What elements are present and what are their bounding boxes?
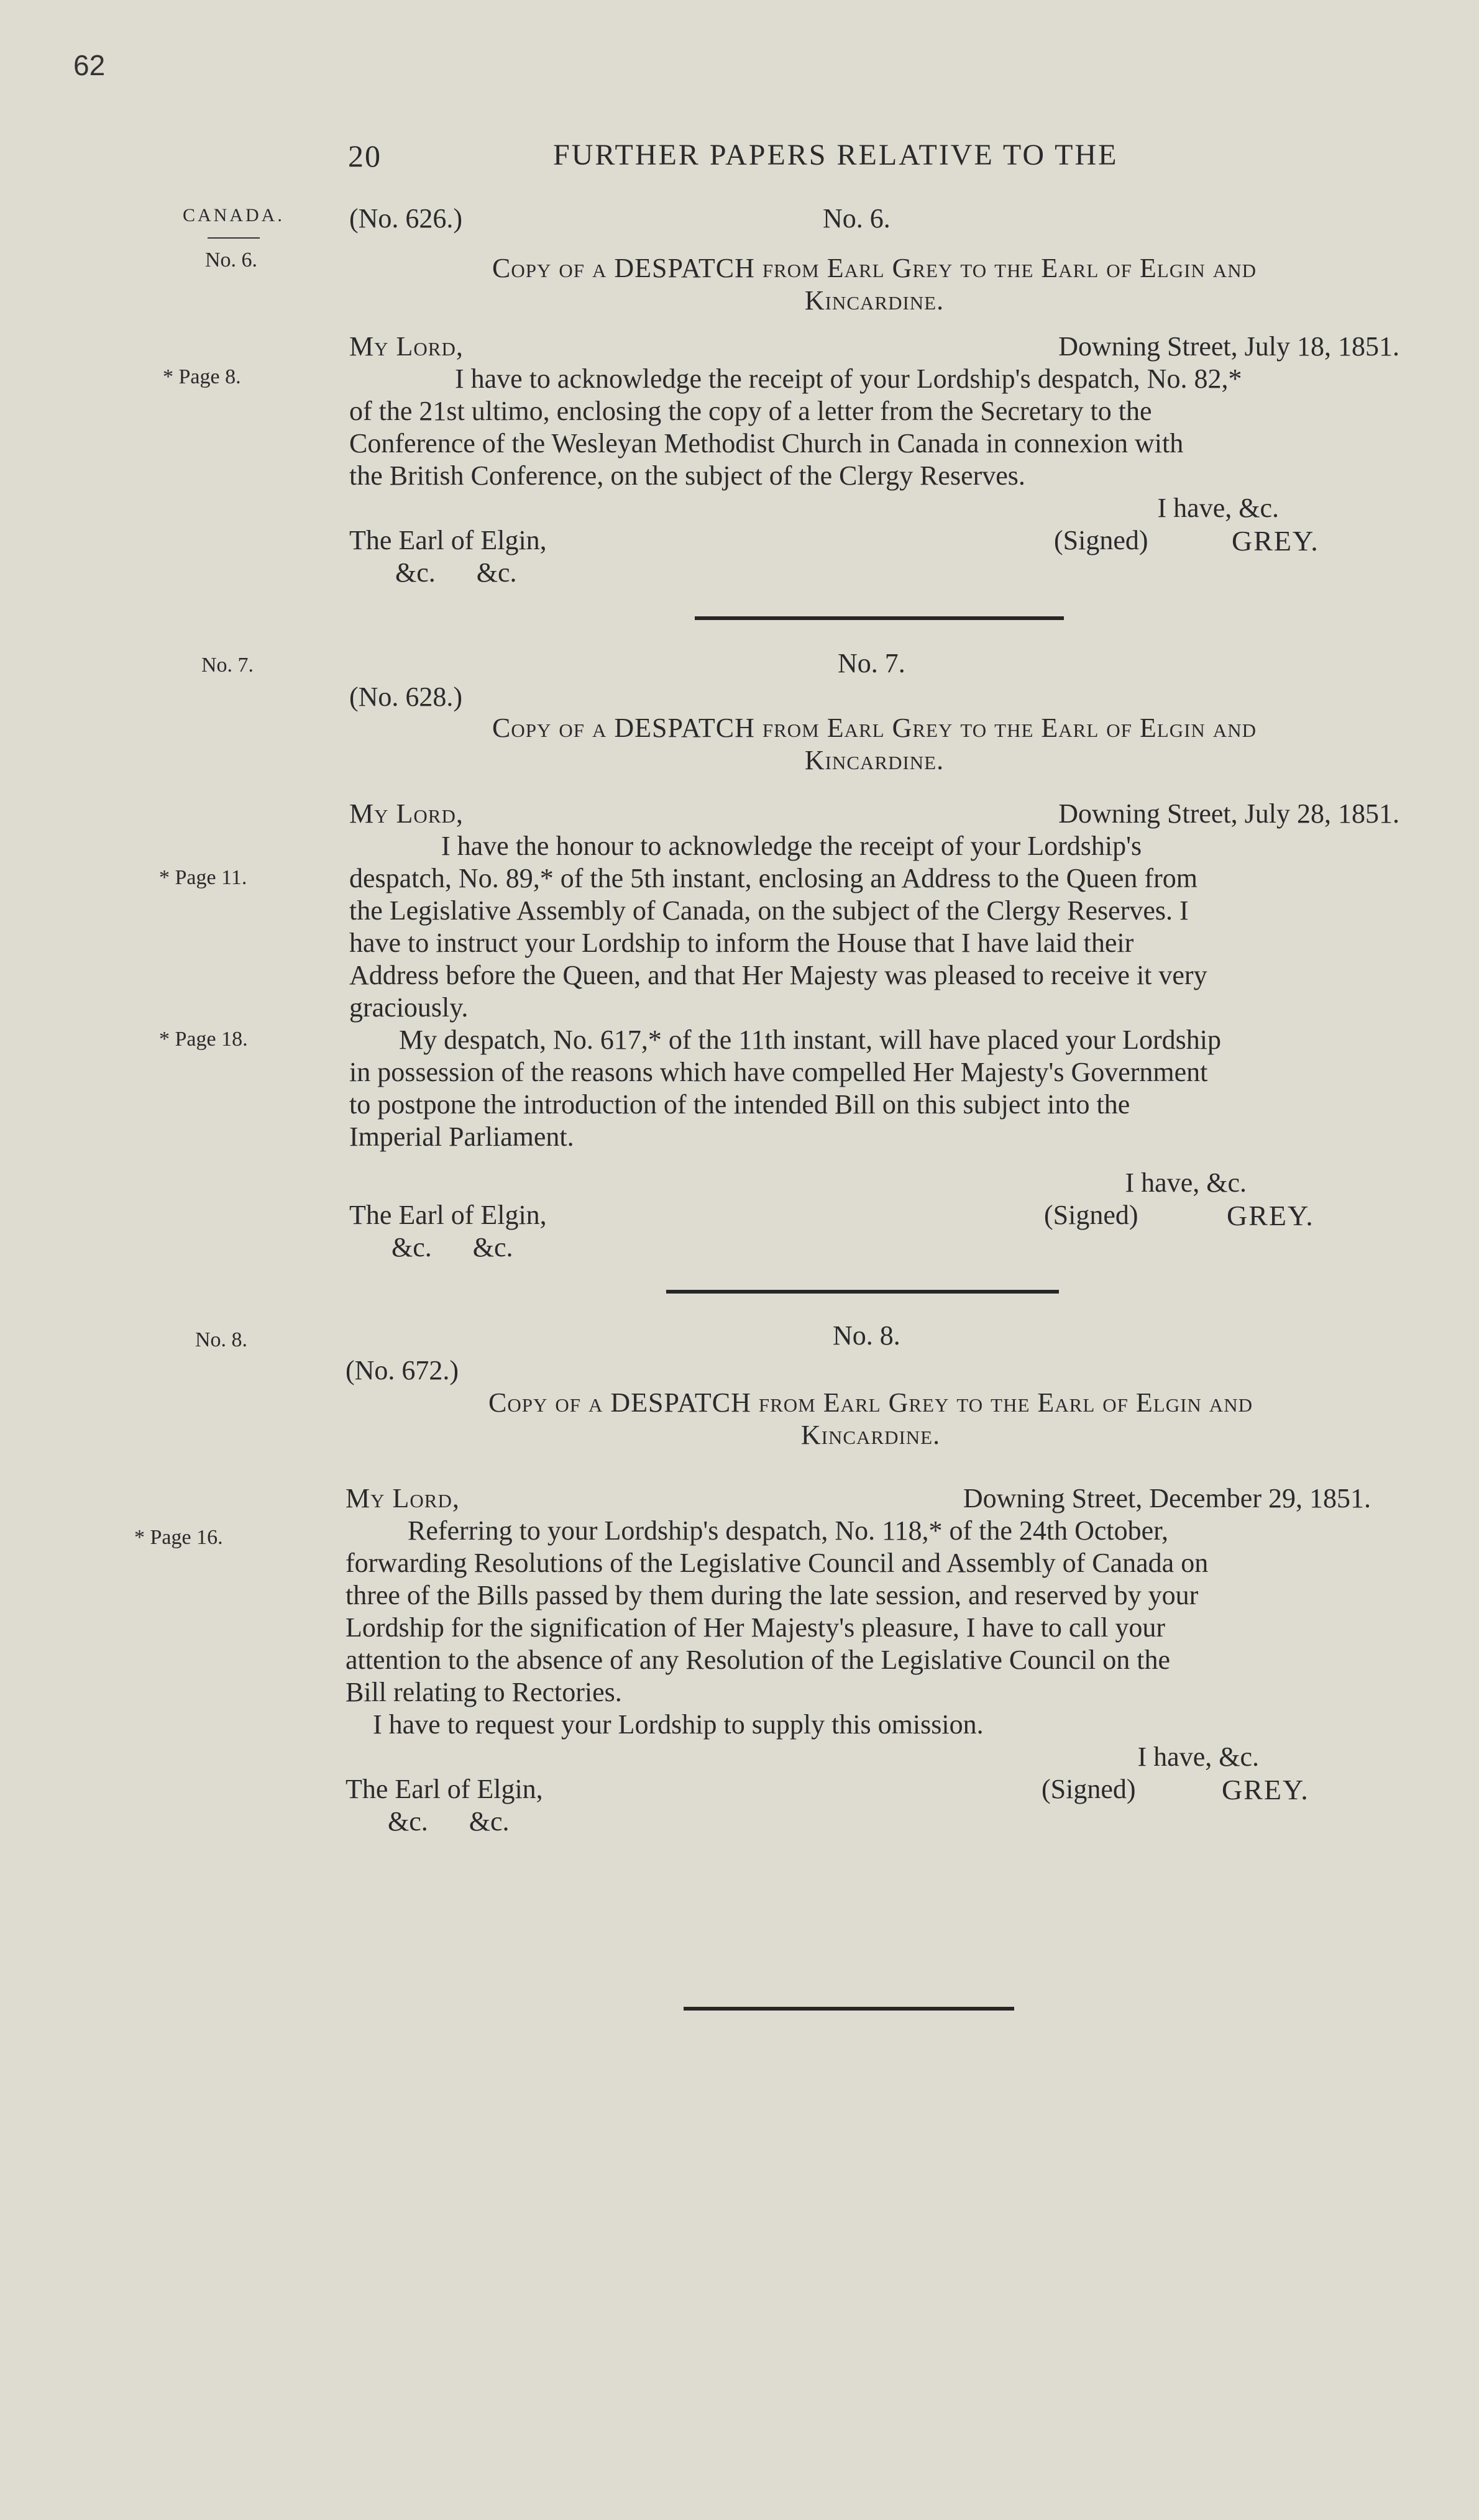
- closing: I have, &c.: [1125, 1167, 1247, 1198]
- body-line: Lordship for the signification of Her Majesty's pleasure, I have to call your: [346, 1612, 1165, 1643]
- addressee: The Earl of Elgin,: [349, 1200, 547, 1230]
- body-line: to postpone the introduction of the intended Bill on this subject into the: [349, 1089, 1130, 1120]
- salutation: My Lord,: [346, 1483, 460, 1513]
- despatch-title-line2: Kincardine.: [804, 285, 945, 316]
- body-line: Bill relating to Rectories.: [346, 1677, 622, 1707]
- signer: GREY.: [1222, 1774, 1309, 1806]
- margin-page8: * Page 8.: [163, 365, 241, 388]
- body-line: Referring to your Lordship's despatch, No. 118,* of the 24th October,: [408, 1515, 1169, 1546]
- body-line: I have the honour to acknowledge the receipt of your Lordship's: [441, 831, 1142, 861]
- margin-page16: * Page 16.: [134, 1526, 223, 1549]
- body-line: despatch, No. 89,* of the 5th instant, enclosing an Address to the Queen from: [349, 863, 1197, 893]
- despatch-ref: (No. 626.): [349, 203, 463, 234]
- closing: I have, &c.: [1137, 1742, 1259, 1772]
- body-line: have to instruct your Lordship to inform the House that I have laid their: [349, 928, 1134, 958]
- margin-no8: No. 8.: [195, 1328, 248, 1351]
- etc: &c. &c.: [395, 557, 517, 588]
- body-line: Address before the Queen, and that Her Majesty was pleased to receive it very: [349, 960, 1207, 990]
- page-number: 62: [73, 49, 106, 81]
- body-line: of the 21st ultimo, enclosing the copy of a letter from the Secretary to the: [349, 396, 1152, 426]
- signed-label: (Signed): [1054, 525, 1148, 555]
- closing: I have, &c.: [1157, 493, 1279, 523]
- despatch-title-line1: Copy of a DESPATCH from Earl Grey to the Earl of Elgin and: [492, 253, 1257, 283]
- margin-page11: * Page 11.: [159, 866, 247, 889]
- body-line: My despatch, No. 617,* of the 11th instant, will have placed your Lordship: [399, 1025, 1222, 1055]
- signed-label: (Signed): [1042, 1774, 1136, 1804]
- signer: GREY.: [1232, 525, 1319, 557]
- section-divider: [666, 1290, 1059, 1294]
- body-line: in possession of the reasons which have compelled Her Majesty's Government: [349, 1057, 1208, 1087]
- place-date: Downing Street, July 18, 1851.: [1058, 331, 1399, 362]
- section-divider: [684, 2007, 1014, 2011]
- despatch-number: No. 8.: [833, 1320, 900, 1351]
- body-line: Imperial Parliament.: [349, 1121, 574, 1152]
- despatch-title-line2: Kincardine.: [804, 745, 945, 775]
- section-divider: [695, 616, 1064, 620]
- body-line: graciously.: [349, 992, 469, 1023]
- salutation: My Lord,: [349, 331, 464, 362]
- signed-label: (Signed): [1044, 1200, 1138, 1230]
- margin-page18: * Page 18.: [159, 1028, 248, 1051]
- despatch-ref: (No. 628.): [349, 682, 463, 712]
- header-title: FURTHER PAPERS RELATIVE TO THE: [553, 139, 1119, 171]
- body-line: I have to request your Lordship to supply this omission.: [373, 1709, 984, 1740]
- salutation: My Lord,: [349, 798, 464, 829]
- body-line: I have to acknowledge the receipt of your Lordship's despatch, No. 82,*: [455, 363, 1242, 394]
- despatch-number: No. 7.: [838, 648, 905, 678]
- despatch-number: No. 6.: [823, 203, 891, 234]
- header-page-number: 20: [348, 139, 382, 173]
- despatch-title-line2: Kincardine.: [800, 1420, 941, 1450]
- body-line: the British Conference, on the subject of the Clergy Reserves.: [349, 460, 1025, 491]
- margin-canada: CANADA.: [183, 205, 285, 226]
- despatch-title-line1: Copy of a DESPATCH from Earl Grey to the Earl of Elgin and: [488, 1387, 1253, 1418]
- etc: &c. &c.: [392, 1232, 513, 1262]
- addressee: The Earl of Elgin,: [346, 1774, 543, 1804]
- despatch-title-line1: Copy of a DESPATCH from Earl Grey to the Earl of Elgin and: [492, 713, 1257, 743]
- etc: &c. &c.: [388, 1806, 510, 1837]
- addressee: The Earl of Elgin,: [349, 525, 547, 555]
- body-line: forwarding Resolutions of the Legislative Council and Assembly of Canada on: [346, 1548, 1209, 1578]
- margin-no6: No. 6.: [205, 249, 258, 272]
- body-line: three of the Bills passed by them during the late session, and reserved by your: [346, 1580, 1199, 1610]
- signer: GREY.: [1227, 1200, 1314, 1231]
- body-line: attention to the absence of any Resolution of the Legislative Council on the: [346, 1645, 1171, 1675]
- margin-rule: [208, 237, 260, 239]
- body-line: Conference of the Wesleyan Methodist Church in Canada in connexion with: [349, 428, 1184, 459]
- place-date: Downing Street, December 29, 1851.: [963, 1483, 1371, 1513]
- place-date: Downing Street, July 28, 1851.: [1058, 798, 1399, 829]
- body-line: the Legislative Assembly of Canada, on the subject of the Clergy Reserves. I: [349, 895, 1189, 926]
- despatch-ref: (No. 672.): [346, 1355, 459, 1386]
- margin-no7: No. 7.: [201, 654, 254, 677]
